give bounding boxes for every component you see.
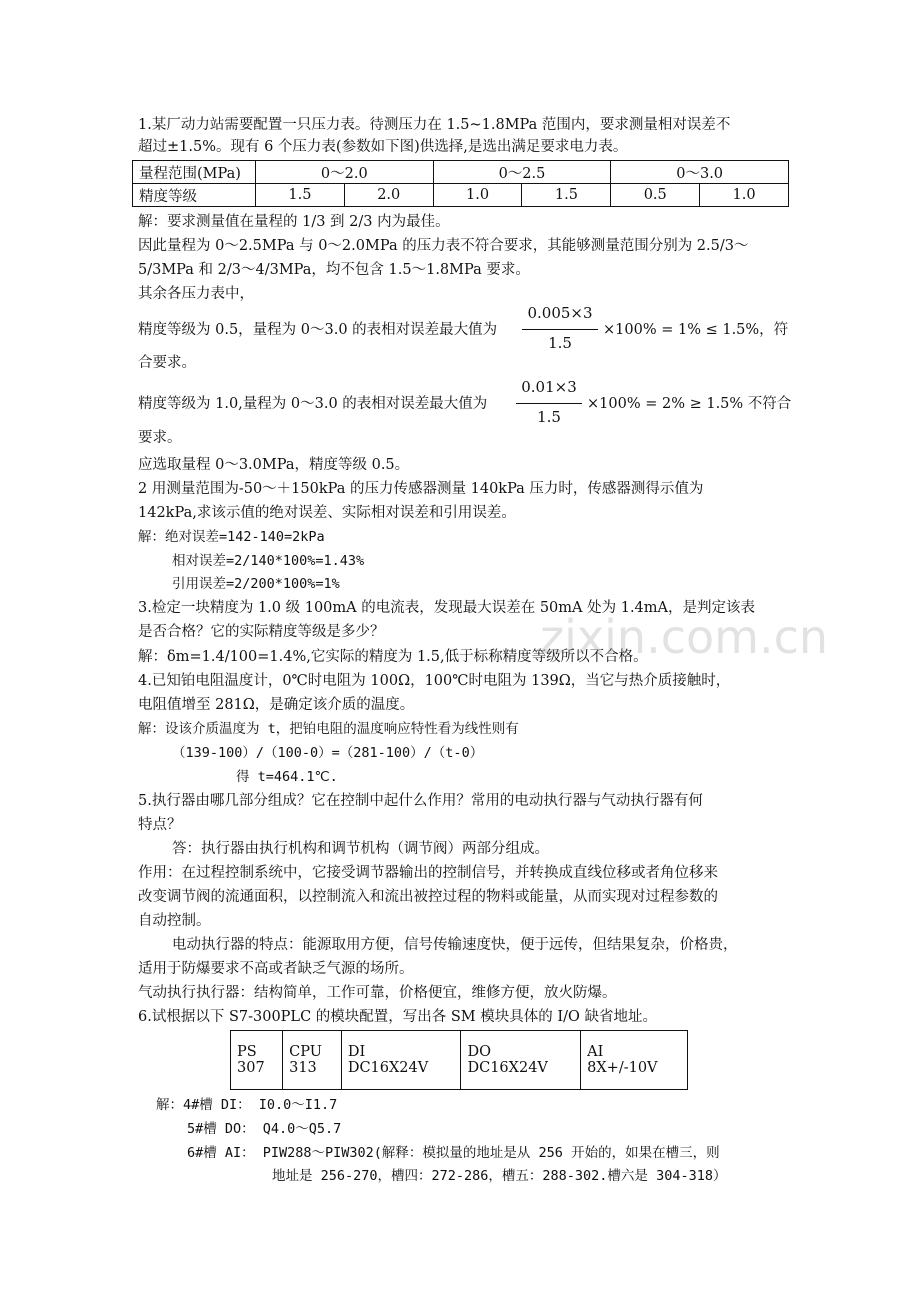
q6-solution-line1: 解：4#槽 DI： I0.0～I1.7 — [156, 1097, 338, 1113]
q3-solution: 解：δm=1.4/100=1.4%,它实际的精度为 1.5,低于标称精度等级所以不合格。 — [138, 649, 648, 665]
module-name: PS — [237, 1044, 257, 1060]
table-cell: 量程范围(MPa) — [133, 161, 256, 184]
q1-calc1-suffix: ×100% = 1% ≤ 1.5%，符 — [603, 322, 789, 338]
table-cell: 精度等级 — [133, 184, 256, 207]
module-spec: 307 — [237, 1060, 265, 1076]
q5-text-line1: 5.执行器由哪几部分组成？它在控制中起什么作用？常用的电动执行器与气动执行器有何 — [138, 793, 703, 809]
fraction-bar — [516, 403, 582, 404]
q1-solution-line3: 5/3MPa 和 2/3～4/3MPa，均不包含 1.5～1.8MPa 要求。 — [138, 262, 530, 278]
fraction-numerator: 0.005×3 — [527, 304, 593, 322]
fraction-denominator: 1.5 — [537, 408, 561, 426]
q5-text-line2: 特点？ — [138, 817, 182, 833]
pressure-gauge-table — [132, 160, 789, 207]
module-spec: DC16X24V — [347, 1060, 429, 1076]
q4-solution-line2: （139-100）/（100-0）=（281-100）/（t-0） — [172, 745, 484, 761]
table-cell: 1.5 — [522, 184, 611, 207]
q4-solution-line1: 解：设该介质温度为 t，把铂电阻的温度响应特性看为线性则有 — [138, 721, 519, 737]
module-name: DI — [347, 1044, 366, 1060]
module-name: DO — [467, 1044, 491, 1060]
table-cell — [341, 1031, 461, 1090]
q1-text-line1: 1.某厂动力站需要配置一只压力表。待测压力在 1.5~1.8MPa 范围内，要求测量相对误差不 — [138, 117, 731, 133]
module-spec: DC16X24V — [467, 1060, 548, 1076]
table-cell: 1.5 — [256, 184, 345, 207]
q1-text-line2: 超过±1.5%。现有 6 个压力表(参数如下图)供选择,是选出满足要求电力表。 — [138, 139, 628, 155]
fraction-bar — [522, 329, 598, 330]
q1-calc2-tail: 要求。 — [138, 430, 182, 446]
q5-pneumatic: 气动执行执行器：结构简单，工作可靠，价格便宜，维修方便，放火防爆。 — [138, 985, 617, 1001]
q1-calc2-fraction — [514, 378, 584, 430]
q2-solution-line1: 解：绝对误差=142-140=2kPa — [138, 529, 325, 545]
fraction-numerator: 0.01×3 — [521, 378, 577, 396]
q3-text-line1: 3.检定一块精度为 1.0 级 100mA 的电流表，发现最大误差在 50mA 处为 1.4mA，是判定该表 — [138, 600, 756, 616]
q5-electric-line1: 电动执行器的特点：能源取用方便，信号传输速度快，便于远传，但结果复杂，价格贵， — [172, 937, 738, 953]
q2-text-line1: 2 用测量范围为-50～＋150kPa 的压力传感器测量 140kPa 压力时，传感器测得示值为 — [138, 481, 704, 497]
table-cell: 0.5 — [611, 184, 700, 207]
q2-solution-line2: 相对误差=2/140*100%=1.43% — [172, 553, 365, 569]
module-name: AI — [587, 1044, 604, 1060]
q1-calc1-fraction — [520, 304, 600, 356]
plc-module-table — [230, 1030, 688, 1090]
q5-electric-line2: 适用于防爆要求不高或者缺乏气源的场所。 — [138, 961, 414, 977]
watermark: zixin.com.cn — [540, 610, 829, 664]
q1-calc2-prefix: 精度等级为 1.0,量程为 0～3.0 的表相对误差最大值为 — [138, 396, 488, 412]
q2-text-line2: 142kPa,求该示值的绝对误差、实际相对误差和引用误差。 — [138, 505, 516, 521]
q4-text-line2: 电阻值增至 281Ω，是确定该介质的温度。 — [138, 697, 415, 713]
q4-solution-line3: 得 t=464.1℃. — [236, 769, 338, 785]
q5-role-line3: 自动控制。 — [138, 913, 211, 929]
q5-role-line2: 改变调节阀的流通面积，以控制流入和流出被控过程的物料或能量，从而实现对过程参数的 — [138, 889, 718, 905]
table-cell — [231, 1031, 283, 1090]
table-cell: 2.0 — [344, 184, 433, 207]
q1-conclusion: 应选取量程 0～3.0MPa，精度等级 0.5。 — [138, 457, 410, 473]
table-cell: 0～2.5 — [433, 161, 611, 184]
table-cell: 1.0 — [433, 184, 522, 207]
module-spec: 8X+/-10V — [587, 1060, 658, 1076]
table-cell: 1.0 — [700, 184, 789, 207]
table-cell — [581, 1031, 688, 1090]
table-row — [133, 184, 789, 207]
q1-solution-line2: 因此量程为 0～2.5MPa 与 0～2.0MPa 的压力表不符合要求，其能够测量范围分别为 2.5/3～ — [138, 238, 749, 254]
q1-calc1-prefix: 精度等级为 0.5，量程为 0～3.0 的表相对误差最大值为 — [138, 322, 498, 338]
fraction-denominator: 1.5 — [548, 334, 572, 352]
table-row — [231, 1031, 688, 1090]
table-cell — [283, 1031, 342, 1090]
module-spec: 313 — [289, 1060, 317, 1076]
q6-solution-line3: 6#槽 AI： PIW288～PIW302(解释：模拟量的地址是从 256 开始的，如果在槽三，则 — [187, 1145, 720, 1161]
q4-text-line1: 4.已知铂电阻温度计，0℃时电阻为 100Ω，100℃时电阻为 139Ω，当它与热介质接触时， — [138, 673, 731, 689]
q6-text-line1: 6.试根据以下 S7-300PLC 的模块配置，写出各 SM 模块具体的 I/O 缺省地址。 — [138, 1009, 657, 1025]
table-row — [133, 161, 789, 184]
q1-calc1-tail: 合要求。 — [138, 355, 196, 371]
q3-text-line2: 是否合格？它的实际精度等级是多少？ — [138, 624, 385, 640]
q5-role-line1: 作用：在过程控制系统中，它接受调节器输出的控制信号，并转换成直线位移或者角位移来 — [138, 865, 718, 881]
q6-solution-line4: 地址是 256-270，槽四：272-286，槽五：288-302.槽六是 304-318） — [272, 1168, 727, 1184]
table-cell — [461, 1031, 581, 1090]
q2-solution-line3: 引用误差=2/200*100%=1% — [172, 576, 340, 592]
table-cell: 0～2.0 — [256, 161, 434, 184]
q6-solution-line2: 5#槽 DO： Q4.0～Q5.7 — [187, 1121, 342, 1137]
module-name: CPU — [289, 1044, 322, 1060]
q1-solution-line1: 解：要求测量值在量程的 1/3 到 2/3 内为最佳。 — [138, 214, 450, 230]
q5-answer: 答：执行器由执行机构和调节机构（调节阀）两部分组成。 — [172, 841, 549, 857]
table-cell: 0～3.0 — [611, 161, 789, 184]
q1-solution-line4: 其余各压力表中， — [138, 286, 254, 302]
q1-calc2-suffix: ×100% = 2% ≥ 1.5% 不符合 — [587, 396, 792, 412]
